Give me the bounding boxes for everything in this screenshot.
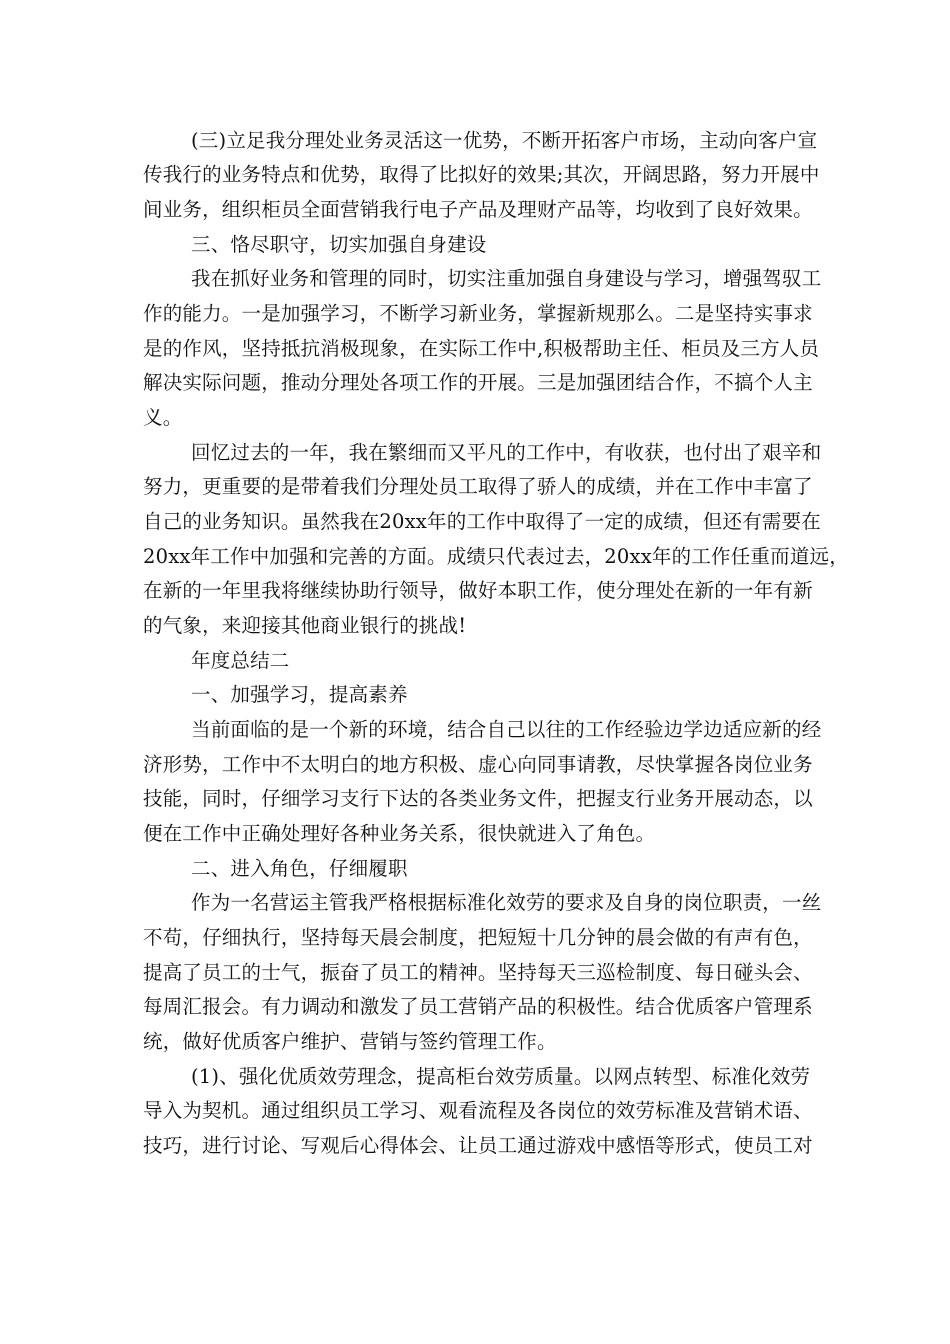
section-heading: 年度总结二 [191, 649, 290, 672]
section-heading: 二、进入角色，仔细履职 [191, 857, 408, 880]
text-line: 我在抓好业务和管理的同时，切实注重加强自身建设与学习，增强驾驭工 [191, 267, 822, 290]
text-line: 20xx年工作中加强和完善的方面。成绩只代表过去，20xx年的工作任重而道远， [143, 545, 849, 568]
text-line: 技巧，进行讨论、写观后心得体会、让员工通过游戏中感悟等形式，使员工对 [143, 1134, 813, 1157]
text-line: 回忆过去的一年，我在繁细而又平凡的工作中，有收获，也付出了艰辛和 [191, 441, 822, 464]
text-line: 努力，更重要的是带着我们分理处员工取得了骄人的成绩，并在工作中丰富了 [143, 475, 813, 498]
text-line: 解决实际问题，推动分理处各项工作的开展。三是加强团结合作，不搞个人主 [143, 371, 813, 394]
text-line: 当前面临的是一个新的环境，结合自己以往的工作经验边学边适应新的经 [191, 718, 822, 741]
text-line: 间业务，组织柜员全面营销我行电子产品及理财产品等，均收到了良好效果。 [143, 198, 813, 221]
text-line: 每周汇报会。有力调动和激发了员工营销产品的积极性。结合优质客户管理系 [143, 995, 813, 1018]
text-line: 传我行的业务特点和优势，取得了比拟好的效果;其次，开阔思路，努力开展中 [143, 163, 820, 186]
section-heading: 三、恪尽职守，切实加强自身建设 [191, 233, 487, 256]
text-line: 不苟，仔细执行，坚持每天晨会制度，把短短十几分钟的晨会做的有声有色， [143, 926, 813, 949]
text-line: 作的能力。一是加强学习，不断学习新业务，掌握新规那么。二是坚持实事求 [143, 302, 813, 325]
text-line: 导入为契机。通过组织员工学习、观看流程及各岗位的效劳标准及营销术语、 [143, 1099, 813, 1122]
text-line: 在新的一年里我将继续协助行领导，做好本职工作，使分理处在新的一年有新 [143, 579, 813, 602]
text-line: 便在工作中正确处理好各种业务关系，很快就进入了角色。 [143, 822, 656, 845]
text-line: 统，做好优质客户维护、营销与签约管理工作。 [143, 1030, 557, 1053]
text-line: 技能，同时，仔细学习支行下达的各类业务文件，把握支行业务开展动态，以 [143, 787, 813, 810]
section-heading: 一、加强学习，提高素养 [191, 683, 408, 706]
text-line: 义。 [143, 406, 183, 429]
text-line: (三)立足我分理处业务灵活这一优势，不断开拓客户市场，主动向客户宣 [191, 129, 818, 152]
text-line: 济形势，工作中不太明白的地方积极、虚心向同事请教，尽快掌握各岗位业务 [143, 753, 813, 776]
text-line: 提高了员工的士气，振奋了员工的精神。坚持每天三巡检制度、每日碰头会、 [143, 961, 813, 984]
text-line: 作为一名营运主管我严格根据标准化效劳的要求及自身的岗位职责，一丝 [191, 891, 822, 914]
text-line: 自己的业务知识。虽然我在20xx年的工作中取得了一定的成绩，但还有需要在 [143, 510, 822, 533]
text-line: (1)、强化优质效劳理念，提高柜台效劳质量。以网点转型、标准化效劳 [191, 1065, 811, 1088]
text-line: 的气象，来迎接其他商业银行的挑战! [143, 614, 467, 637]
text-line: 是的作风，坚持抵抗消极现象，在实际工作中,积极帮助主任、柜员及三方人员 [143, 337, 820, 360]
